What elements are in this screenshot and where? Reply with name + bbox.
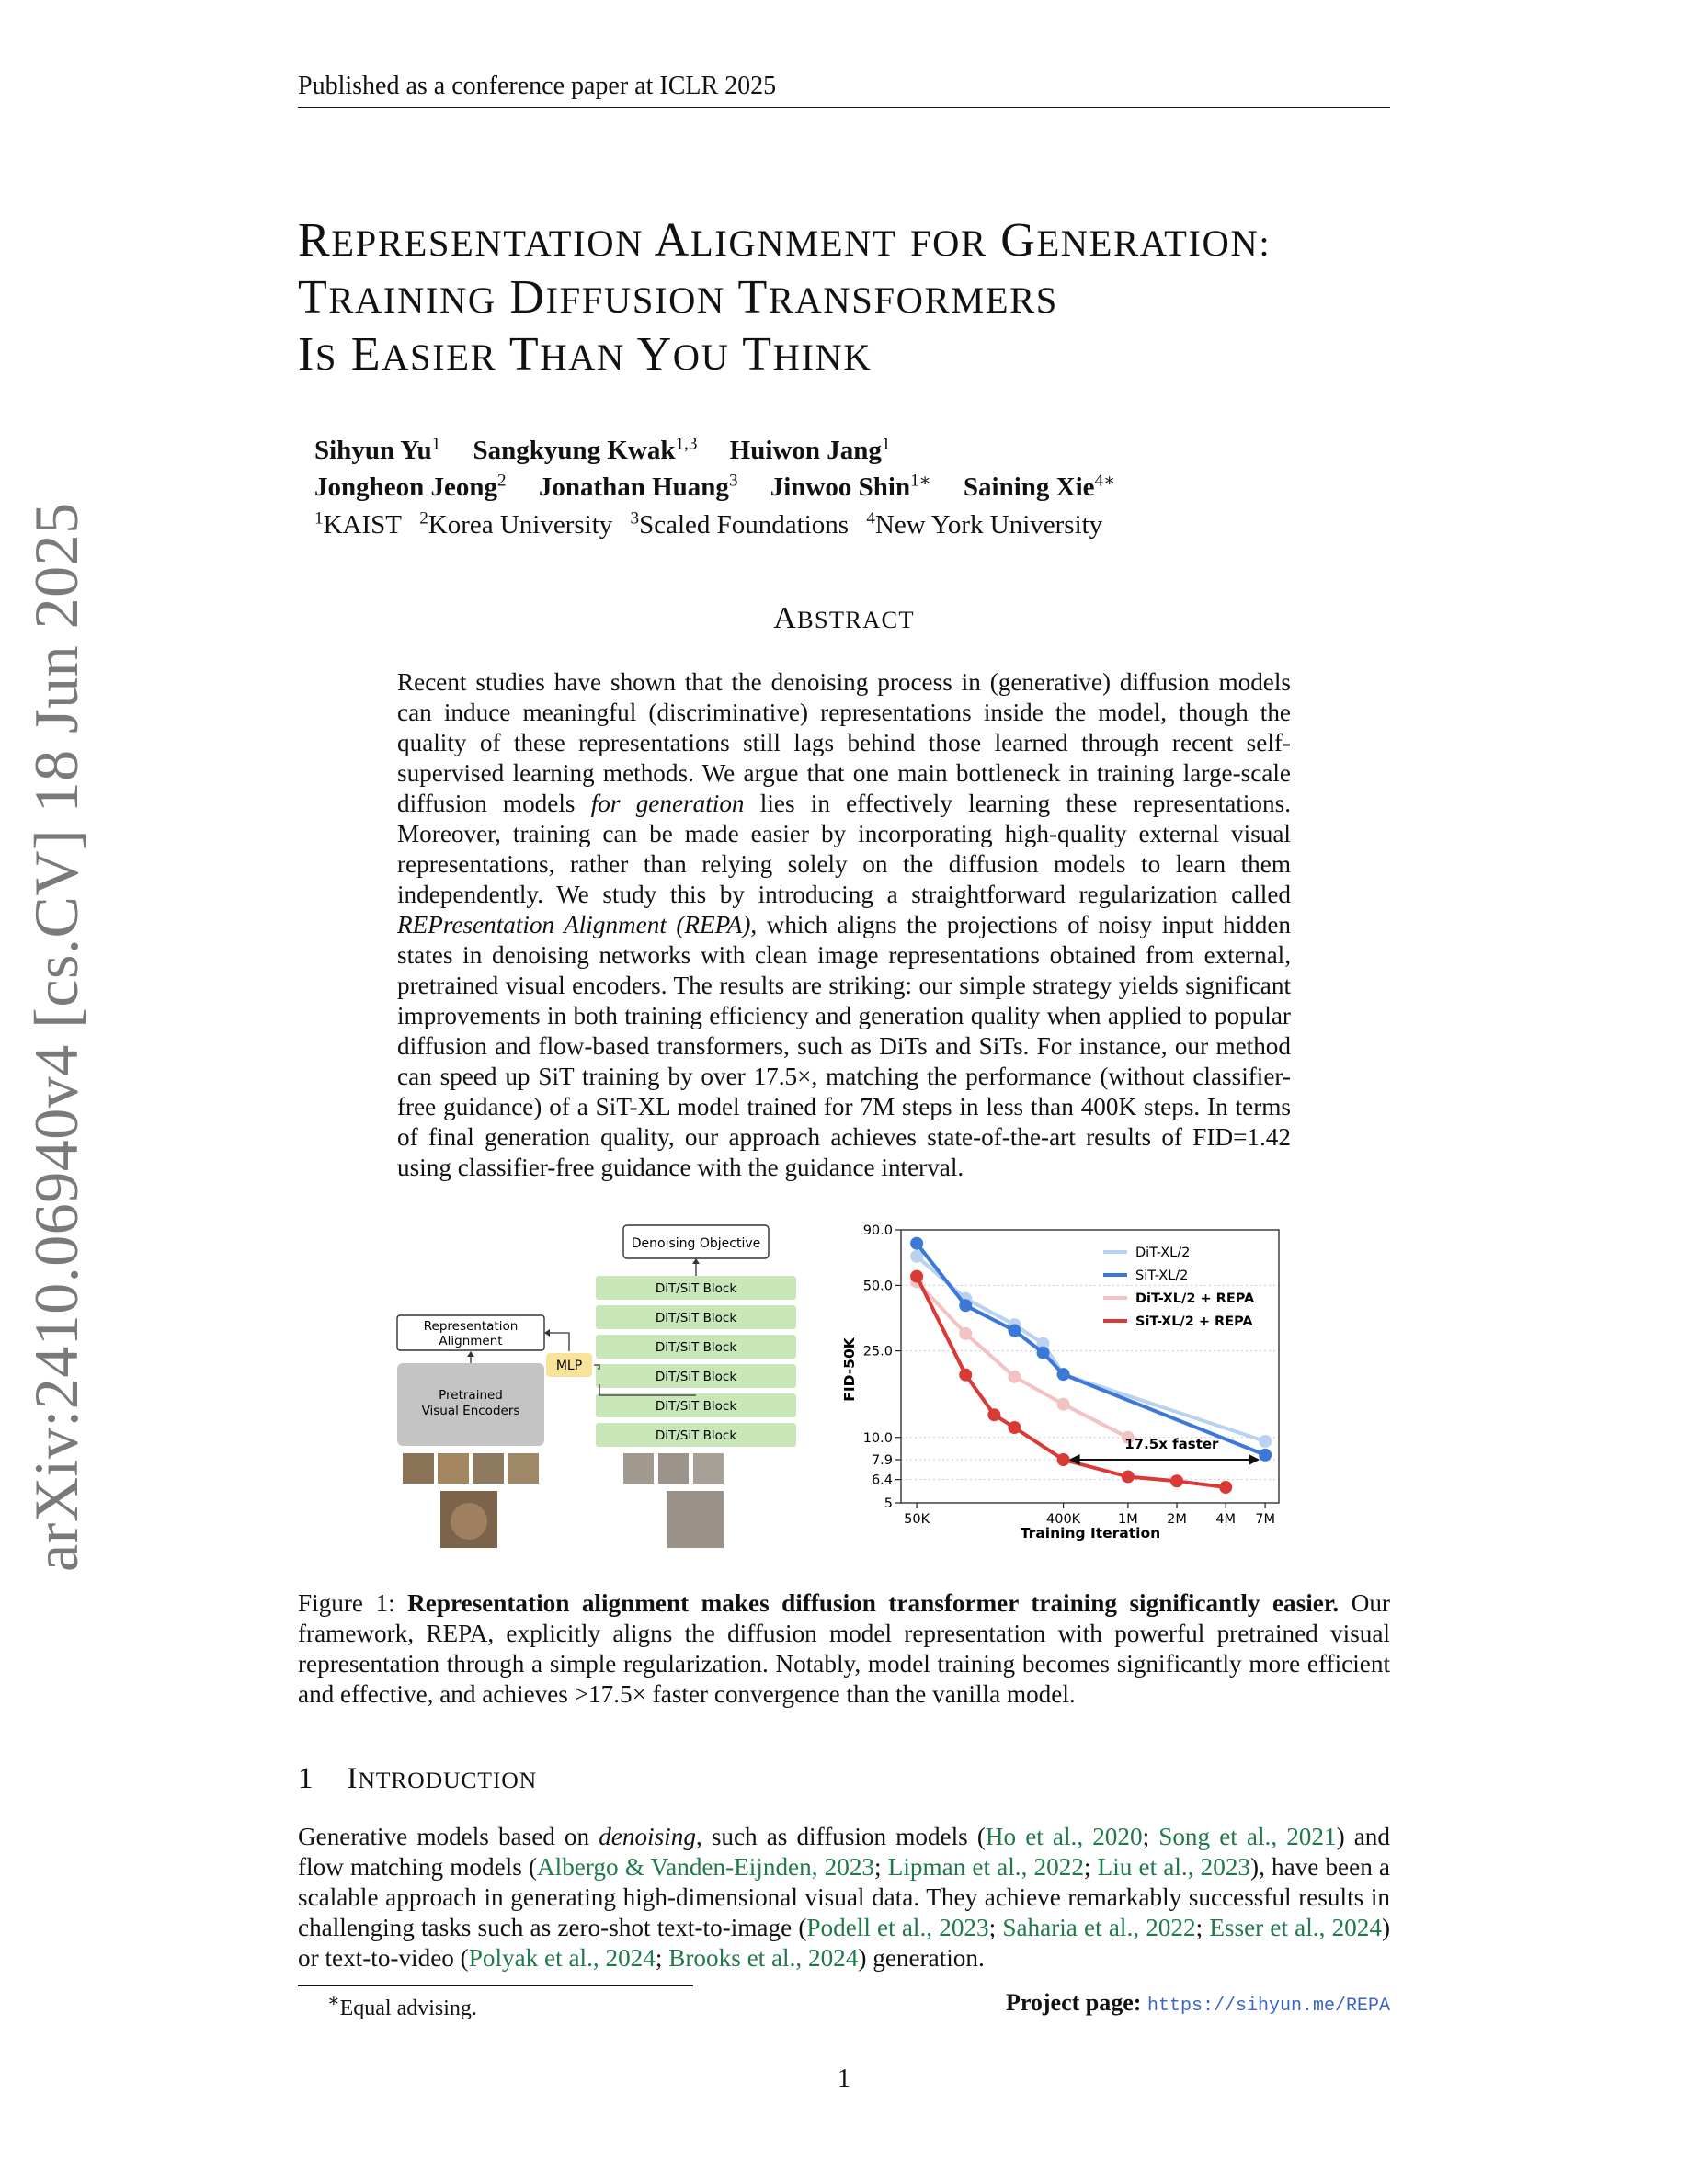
legend-label: DiT-XL/2 [1135, 1246, 1191, 1260]
x-tick-label: 7M [1255, 1512, 1275, 1527]
affiliations [314, 503, 1372, 540]
legend-label: DiT-XL/2 + REPA [1135, 1291, 1255, 1306]
pretrained-encoder-label-2: Visual Encoders [421, 1404, 520, 1418]
page-number: 1 [838, 2065, 850, 2093]
author: Jinwoo Shin$^{1∗}$ [770, 471, 931, 503]
figure-caption: Figure 1: Representation alignment makes diffusion transformer training significantly easier. Our framework, REPA, explicitly aligns the diffusion model representation with powerful pretrained visual representation through a simple regularization. Notably, model training becomes significantly more efficient and effective, and achieves >17.5× faster convergence than the vanilla model. [298, 1589, 1390, 1708]
citation-link[interactable]: Podell et al., 2023 [806, 1914, 989, 1941]
y-tick-label: 10.0 [862, 1430, 893, 1446]
representation-alignment-label-2: Alignment [439, 1334, 503, 1348]
abstract-heading: ABSTRACT [773, 601, 915, 635]
y-tick-label: 5 [884, 1496, 893, 1511]
author-row-1 [314, 428, 1372, 466]
citation-link[interactable]: Song et al., 2021 [1158, 1823, 1337, 1850]
noisy-patch [693, 1453, 724, 1484]
dit-sit-block-label: DiT/SiT Block [655, 1428, 737, 1443]
citation-link[interactable]: Polyak et al., 2024 [468, 1944, 656, 1972]
y-axis-label: FID-50K [841, 1337, 858, 1402]
representation-alignment-label-1: Representation [423, 1319, 519, 1334]
running-header: Published as a conference paper at ICLR 2025 [298, 72, 777, 100]
figure-1 [386, 1223, 1306, 1572]
image-patch [403, 1453, 434, 1484]
data-point [959, 1369, 972, 1382]
y-tick-label: 90.0 [862, 1223, 893, 1238]
project-page-link[interactable]: https://sihyun.me/REPA [1146, 1996, 1390, 2017]
denoising-objective-label: Denoising Objective [631, 1236, 761, 1251]
author: Sangkyung Kwak$^{1,3}$ [473, 434, 698, 465]
image-patch [473, 1453, 504, 1484]
plot-frame [901, 1230, 1279, 1503]
pretrained-encoder-label-1: Pretrained [439, 1388, 503, 1403]
citation-link[interactable]: Saharia et al., 2022 [1002, 1914, 1196, 1941]
encoder-arrowhead [467, 1351, 474, 1357]
figure-1-svg [386, 1223, 1306, 1572]
data-point [1259, 1449, 1272, 1462]
legend-label: SiT-XL/2 [1135, 1268, 1189, 1283]
citation-link[interactable]: Ho et al., 2020 [985, 1823, 1143, 1850]
data-point [910, 1237, 923, 1250]
clean-cat-face [451, 1503, 487, 1540]
arxiv-stamp: arXiv:2410.06940v4 [cs.CV] 18 Jun 2025 [21, 502, 91, 1572]
data-point [1008, 1325, 1021, 1337]
mlp-to-alignment-arrowhead [544, 1329, 550, 1337]
x-tick-label: 50K [904, 1512, 930, 1527]
noisy-cat-image [667, 1491, 724, 1548]
header-rule [298, 107, 1390, 108]
data-point [1037, 1347, 1050, 1359]
affiliation: $^4$New York University [866, 508, 1103, 540]
paper-title [298, 213, 1390, 384]
author: Saining Xie$^{4∗}$ [963, 471, 1116, 503]
data-point [1259, 1435, 1272, 1448]
data-point [1008, 1371, 1021, 1383]
citation-link[interactable]: Liu et al., 2023 [1097, 1853, 1251, 1881]
author: Sihyun Yu$^1$ [314, 434, 441, 465]
dit-sit-block-label: DiT/SiT Block [655, 1370, 737, 1384]
mlp-label: MLP [555, 1359, 583, 1373]
y-tick-label: 7.9 [871, 1452, 893, 1468]
speedup-annotation: 17.5x faster [1124, 1435, 1219, 1452]
author: Jongheon Jeong$^2$ [314, 471, 507, 503]
affiliation: $^1$KAIST [314, 508, 402, 540]
citation-link[interactable]: Brooks et al., 2024 [668, 1944, 859, 1972]
citation-link[interactable]: Lipman et al., 2022 [887, 1853, 1084, 1881]
dit-block-stack [596, 1276, 796, 1447]
author: Jonathan Huang$^3$ [538, 471, 738, 503]
x-tick-label: 4M [1215, 1512, 1237, 1527]
footnote: ∗Equal advising. [327, 1991, 477, 2020]
affiliation: $^2$Korea University [419, 508, 613, 540]
introduction-text: Generative models based on denoising, such as diffusion models (Ho et al., 2020; Song et al., 2021) and flow matching models (Albergo & Vanden-Eijnden, 2023; Lipman et al., 2022; Liu et al., 2023), have been a scalable approach in generating high-dimensional visual data. They achieve remarkably successful results in challenging tasks such as zero-shot text-to-image (Podell et al., 2023; Saharia et al., 2022; Esser et al., 2024) or text-to-video (Polyak et al., 2024; Brooks et al., 2024) generation. [298, 1823, 1391, 1972]
data-point [1057, 1368, 1070, 1381]
chart-gridlines [901, 1230, 1279, 1503]
data-point [1219, 1481, 1232, 1494]
data-point [1008, 1421, 1021, 1434]
y-tick-label: 6.4 [871, 1473, 893, 1488]
noisy-image-patches [623, 1453, 724, 1484]
y-tick-label: 50.0 [862, 1279, 893, 1294]
data-point [987, 1408, 1000, 1421]
data-point [959, 1299, 972, 1312]
title-line-1: REPRESENTATION ALIGNMENT FOR GENERATION: [298, 214, 1272, 267]
image-patch [438, 1453, 469, 1484]
data-point [1170, 1474, 1183, 1487]
title-line-2: TRAINING DIFFUSION TRANSFORMERS [298, 271, 1058, 324]
author-block [314, 428, 1372, 540]
y-tick-label: 25.0 [862, 1344, 893, 1359]
legend-label: SiT-XL/2 + REPA [1135, 1314, 1253, 1329]
x-tick-label: 1M [1117, 1512, 1138, 1527]
x-tick-label: 2M [1167, 1512, 1187, 1527]
architecture-diagram [397, 1225, 796, 1548]
x-axis-label: Training Iteration [1020, 1525, 1161, 1541]
objective-arrowhead [692, 1258, 700, 1264]
footnote-rule [298, 1985, 693, 1986]
citation-link[interactable]: Albergo & Vanden-Eijnden, 2023 [537, 1853, 875, 1881]
clean-image-patches [403, 1453, 539, 1484]
dit-sit-block-label: DiT/SiT Block [655, 1281, 737, 1296]
data-point [959, 1327, 972, 1340]
chart-legend [1103, 1246, 1255, 1329]
author: Huiwon Jang$^1$ [729, 434, 891, 465]
dit-sit-block-label: DiT/SiT Block [655, 1311, 737, 1325]
project-page: Project page: https://sihyun.me/REPA [1005, 1989, 1390, 2017]
author-row-2 [314, 466, 1372, 504]
speedup-arrowhead-right [1249, 1454, 1260, 1465]
fid-chart [841, 1223, 1279, 1541]
x-tick-label: 400K [1046, 1512, 1081, 1527]
data-point [1057, 1398, 1070, 1411]
chart-series [910, 1237, 1272, 1494]
affiliation: $^3$Scaled Foundations [630, 508, 850, 540]
noisy-patch [623, 1453, 654, 1484]
series-line [917, 1257, 1265, 1441]
abstract-text: Recent studies have shown that the denoising process in (generative) diffusion models can induce meaningful (discriminative) representations inside the model, though the quality of these representations still lags behind those learned through recent self-supervised learning methods. We argue that one main bottleneck in training large-scale diffusion models for generation lies in effectively learning these representations. Moreover, training can be made easier by incorporating high-quality external visual representations, rather than relying solely on the diffusion models to learn them independently. We study this by introducing a straightforward regularization called REPresentation Alignment (REPA), which aligns the projections of noisy input hidden states in denoising networks with clean image representations obtained from external, pretrained visual encoders. The results are striking: our simple strategy yields significant improvements in both training efficiency and generation quality when applied to popular diffusion and flow-based transformers, such as DiTs and SiTs. For instance, our method can speed up SiT training by over 17.5×, matching the performance (without classifier-free guidance) of a SiT-XL model trained for 7M steps in less than 400K steps. In terms of final generation quality, our approach achieves state-of-the-art results of FID=1.42 using classifier-free guidance with the guidance interval. [397, 668, 1291, 1181]
dit-sit-block-label: DiT/SiT Block [655, 1340, 737, 1355]
series-line [917, 1281, 1128, 1437]
title-line-3: IS EASIER THAN YOU THINK [298, 328, 873, 381]
citation-link[interactable]: Esser et al., 2024 [1209, 1914, 1382, 1941]
data-point [1122, 1470, 1135, 1483]
data-point [1057, 1453, 1070, 1466]
data-point [910, 1270, 923, 1283]
section-heading-introduction: 1 INTRODUCTION [298, 1762, 537, 1795]
noisy-patch [658, 1453, 689, 1484]
dit-sit-block-label: DiT/SiT Block [655, 1399, 737, 1414]
image-patch [508, 1453, 539, 1484]
